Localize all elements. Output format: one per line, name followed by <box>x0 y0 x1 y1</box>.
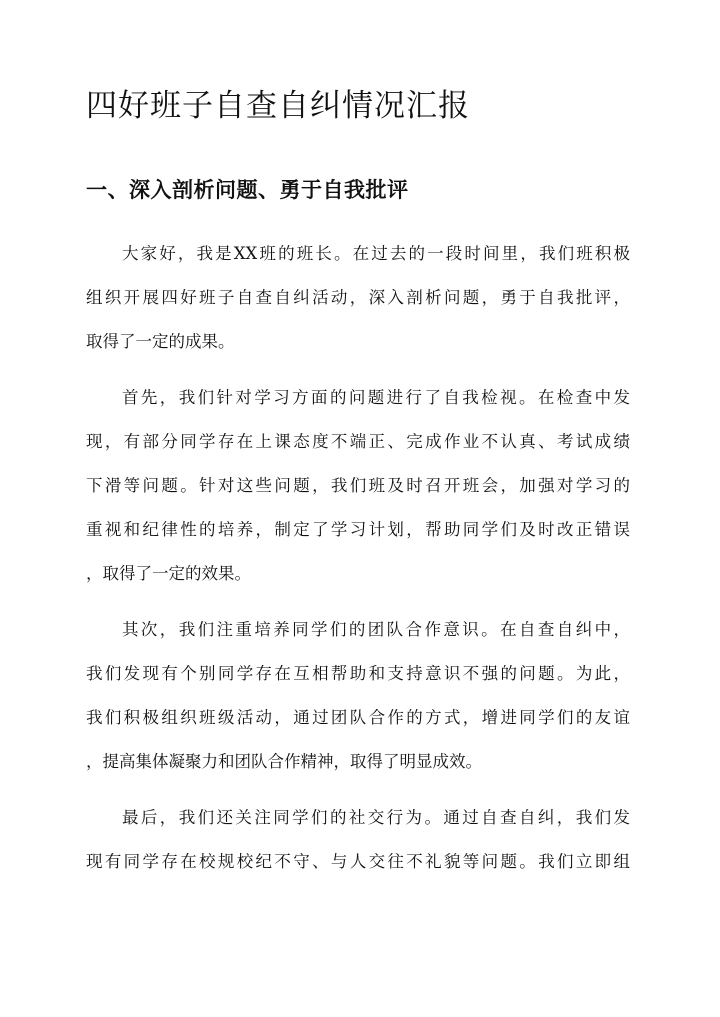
paragraph-3-line-2: 我们发现有个别同学存在互相帮助和支持意识不强的问题。为此， <box>86 664 630 683</box>
paragraph-2-line-1: 首先，我们针对学习方面的问题进行了自我检视。在检查中发 <box>122 388 630 407</box>
paragraph-1-line-3: 取得了一定的成果。 <box>86 332 235 351</box>
paragraph-4-line-2: 现有同学存在校规校纪不守、与人交往不礼貌等问题。我们立即组 <box>86 852 630 871</box>
paragraph-4-line-1: 最后，我们还关注同学们的社交行为。通过自查自纠，我们发 <box>122 808 630 827</box>
document-title: 四好班子自查自纠情况汇报 <box>86 88 470 124</box>
paragraph-2-line-3: 下滑等问题。针对这些问题，我们班及时召开班会，加强对学习的 <box>86 476 630 495</box>
paragraph-3-line-4: ，提高集体凝聚力和团队合作精神，取得了明显成效。 <box>86 752 482 771</box>
paragraph-1-line-2: 组织开展四好班子自查自纠活动，深入剖析问题，勇于自我批评， <box>86 288 630 307</box>
paragraph-1-line-1: 大家好，我是XX班的班长。在过去的一段时间里，我们班积极 <box>122 244 630 263</box>
paragraph-2-line-2: 现，有部分同学存在上课态度不端正、完成作业不认真、考试成绩 <box>86 432 630 451</box>
paragraph-2-line-5: ，取得了一定的效果。 <box>86 564 251 583</box>
paragraph-3-line-1: 其次，我们注重培养同学们的团队合作意识。在自查自纠中， <box>122 620 630 639</box>
paragraph-3-line-3: 我们积极组织班级活动，通过团队合作的方式，增进同学们的友谊 <box>86 708 630 727</box>
section-heading: 一、深入剖析问题、勇于自我批评 <box>86 177 409 202</box>
paragraph-2-line-4: 重视和纪律性的培养，制定了学习计划，帮助同学们及时改正错误 <box>86 520 630 539</box>
